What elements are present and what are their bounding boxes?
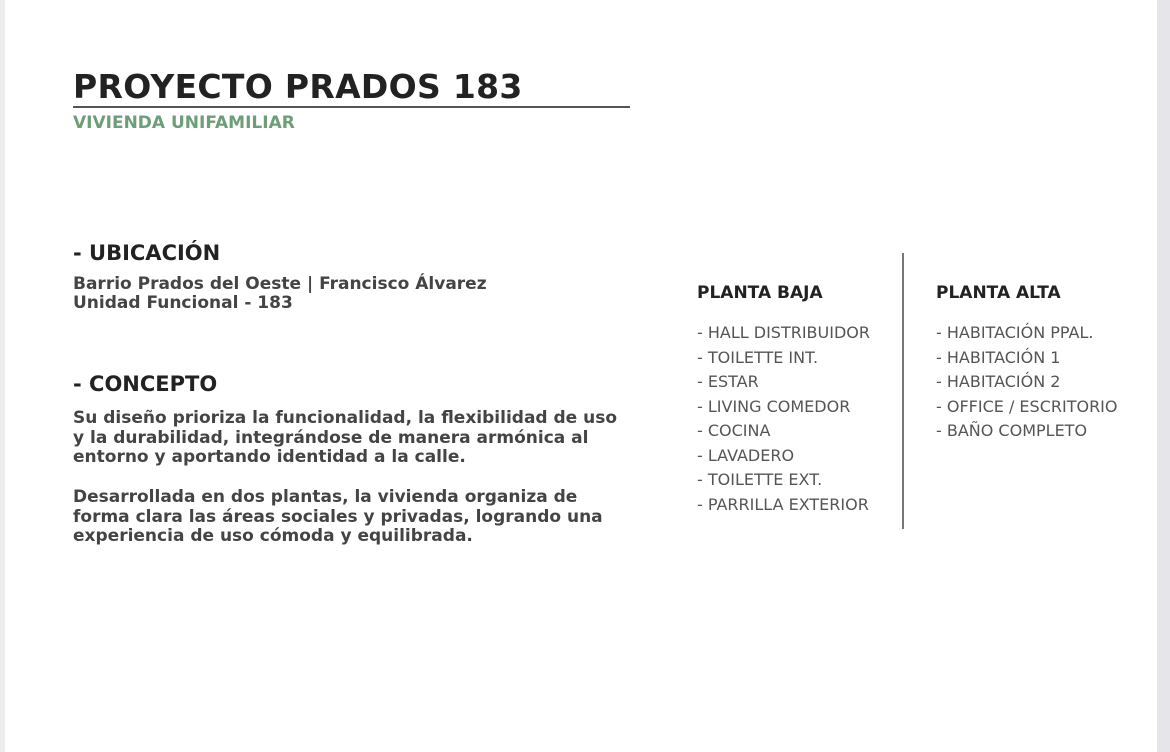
title-underline bbox=[73, 106, 630, 108]
concepto-line: forma clara las áreas sociales y privadas, logrando una bbox=[73, 506, 603, 527]
viewer-scrollbar-track bbox=[1157, 0, 1170, 752]
list-item: - ESTAR bbox=[697, 372, 759, 391]
ubicacion-heading: - UBICACIÓN bbox=[73, 241, 221, 265]
list-item: - BAÑO COMPLETO bbox=[936, 421, 1088, 440]
ubicacion-address bbox=[73, 275, 487, 313]
planta-alta-list bbox=[936, 321, 1118, 444]
concepto-line: y la durabilidad, integrándose de manera armónica al bbox=[73, 427, 589, 448]
concepto-paragraph-1 bbox=[73, 409, 633, 468]
list-item: - HABITACIÓN PPAL. bbox=[936, 323, 1094, 342]
list-item: - TOILETTE INT. bbox=[697, 347, 819, 367]
concepto-line: entorno y aportando identidad a la calle. bbox=[73, 447, 466, 467]
concepto-line: Desarrollada en dos plantas, la vivienda organiza de bbox=[73, 487, 578, 507]
list-item: - HALL DISTRIBUIDOR bbox=[697, 323, 870, 342]
document-page bbox=[5, 0, 1157, 752]
concepto-line: experiencia de uso cómoda y equilibrada. bbox=[73, 526, 473, 546]
list-item: - LAVADERO bbox=[697, 445, 795, 465]
planta-alta-column bbox=[936, 281, 1118, 444]
project-title: PROYECTO PRADOS 183 bbox=[73, 67, 523, 106]
list-item: - HABITACIÓN 1 bbox=[936, 347, 1061, 367]
ubicacion-line: Unidad Funcional - 183 bbox=[73, 293, 293, 313]
list-item: - PARRILLA EXTERIOR bbox=[697, 494, 869, 514]
list-item: - OFFICE / ESCRITORIO bbox=[936, 396, 1118, 416]
concepto-heading: - CONCEPTO bbox=[73, 372, 218, 396]
planta-baja-heading: PLANTA BAJA bbox=[697, 283, 823, 303]
ubicacion-line: Barrio Prados del Oeste | Francisco Álvarez bbox=[73, 274, 487, 294]
concepto-paragraph-2 bbox=[73, 488, 633, 547]
column-divider bbox=[902, 253, 904, 529]
list-item: - LIVING COMEDOR bbox=[697, 396, 851, 416]
list-item: - TOILETTE EXT. bbox=[697, 470, 823, 489]
planta-baja-list bbox=[697, 321, 870, 517]
planta-alta-heading: PLANTA ALTA bbox=[936, 283, 1061, 303]
planta-baja-column bbox=[697, 281, 870, 517]
list-item: - HABITACIÓN 2 bbox=[936, 372, 1061, 391]
list-item: - COCINA bbox=[697, 421, 771, 440]
project-subtitle: VIVIENDA UNIFAMILIAR bbox=[73, 113, 295, 133]
concepto-line: Su diseño prioriza la funcionalidad, la flexibilidad de uso bbox=[73, 408, 618, 428]
